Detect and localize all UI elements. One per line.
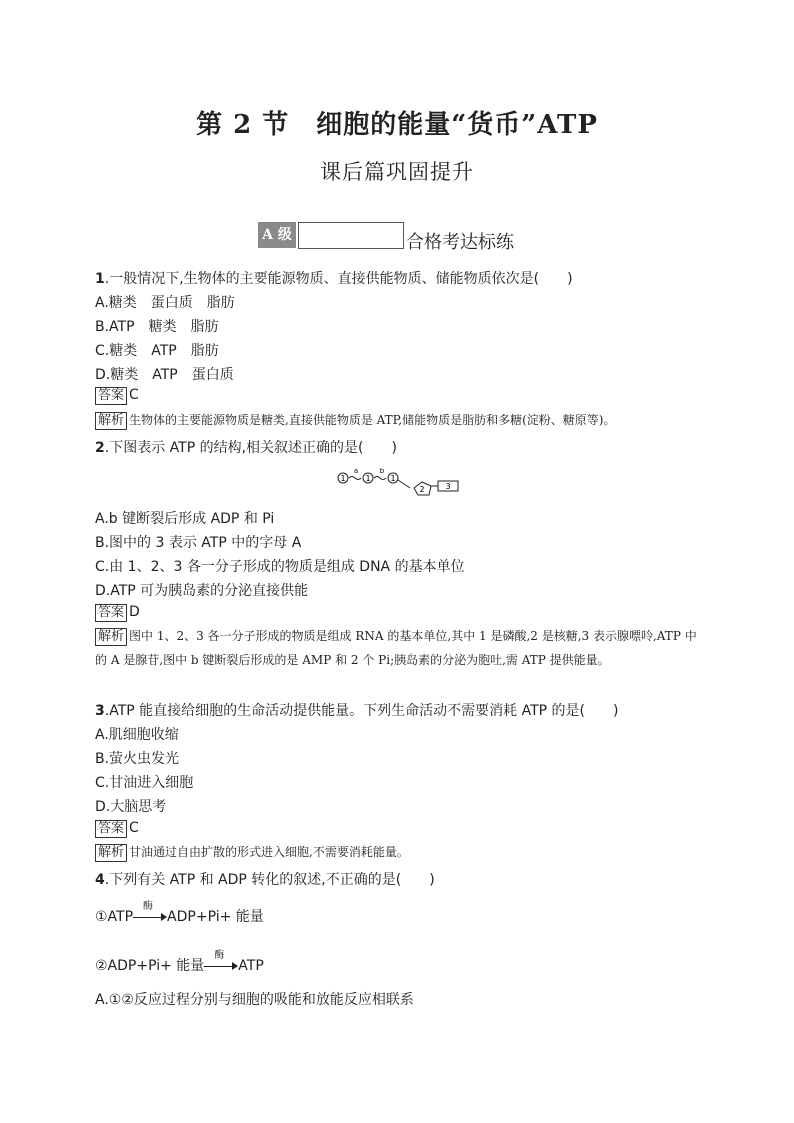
question-number: 3: [95, 703, 105, 719]
explanation-tag: 解析: [95, 844, 127, 862]
reaction-1-left: ①ATP: [95, 909, 134, 925]
bond-label-a: a: [353, 468, 359, 475]
ribose-label: 2: [419, 485, 425, 494]
adenine-label: 3: [445, 482, 451, 491]
explanation-text: 生物体的主要能源物质是糖类,直接供能物质是 ATP,储能物质是脂肪和多糖(淀粉、糖原等)。: [129, 413, 616, 427]
q2-option-a: A.b 键断裂后形成 ADP 和 Pi: [95, 511, 275, 527]
explanation-tag: 解析: [95, 628, 127, 646]
q3-option-c: C.甘油进入细胞: [95, 775, 194, 791]
reaction-2-left: ②ADP+Pi+ 能量: [95, 958, 205, 974]
arrow-right-icon: [161, 913, 167, 921]
high-energy-bond-b: [374, 477, 386, 480]
q1-explanation: [95, 408, 705, 432]
question-text: .ATP 能直接给细胞的生命活动提供能量。下列生命活动不需要消耗 ATP 的是( ): [104, 703, 619, 719]
phosphate-label-2: 1: [365, 474, 371, 483]
question-text: .下图表示 ATP 的结构,相关叙述正确的是( ): [104, 440, 397, 456]
atp-diagram-svg: [334, 468, 464, 500]
reaction-2: [95, 950, 264, 975]
q3-option-d: D.大脑思考: [95, 799, 167, 815]
q1-option-c: C.糖类 ATP 脂肪: [95, 343, 219, 359]
answer-value: D: [129, 604, 140, 620]
explanation-tag: 解析: [95, 412, 127, 430]
q2-option-b: B.图中的 3 表示 ATP 中的字母 A: [95, 535, 302, 551]
high-energy-bond-a: [349, 477, 361, 480]
answer-tag: 答案: [95, 387, 127, 405]
page-title: 第 2 节 细胞的能量“货币”ATP: [196, 110, 598, 140]
answer-tag: 答案: [95, 604, 127, 622]
q2-answer: [95, 604, 140, 622]
level-label: 合格考达标练: [406, 232, 514, 253]
question-4: [95, 869, 435, 889]
question-text: .一般情况下,生物体的主要能源物质、直接供能物质、储能物质依次是( ): [104, 271, 573, 287]
page-subtitle: 课后篇巩固提升: [320, 160, 474, 184]
q4-option-a: A.①②反应过程分别与细胞的吸能和放能反应相联系: [95, 992, 414, 1008]
answer-tag: 答案: [95, 820, 127, 838]
enzyme-label: 酶: [214, 950, 225, 961]
explanation-text: 图中 1、2、3 各一分子形成的物质是组成 RNA 的基本单位,其中 1 是磷酸,2 是核糖,3 表示腺嘌呤,ATP 中的 A 是腺苷,图中 b 键断裂后形成的是 AMP 和 2 个 Pi;胰岛素的分泌为胞吐,需 ATP 提供能量。: [95, 629, 697, 667]
q1-answer: [95, 387, 139, 405]
question-2: [95, 437, 397, 457]
q1-option-d: D.糖类 ATP 蛋白质: [95, 367, 234, 383]
reaction-1: [95, 901, 264, 926]
question-number: 4: [95, 872, 105, 888]
level-blank-box: [298, 222, 404, 249]
enzyme-arrow: [204, 950, 238, 975]
answer-value: C: [129, 820, 139, 836]
q1-option-b: B.ATP 糖类 脂肪: [95, 319, 219, 335]
reaction-2-right: ATP: [238, 958, 264, 974]
question-number: 2: [95, 440, 105, 456]
q2-explanation: [95, 624, 705, 672]
phosphate-label-3: 1: [390, 474, 396, 483]
atp-structure-diagram: [334, 468, 464, 500]
explanation-text: 甘油通过自由扩散的形式进入细胞,不需要消耗能量。: [129, 845, 409, 859]
bond-label-b: b: [379, 468, 385, 475]
question-1: [95, 268, 573, 288]
question-text: .下列有关 ATP 和 ADP 转化的叙述,不正确的是( ): [104, 872, 435, 888]
q3-option-b: B.萤火虫发光: [95, 751, 180, 767]
arrow-right-icon: [232, 962, 238, 970]
enzyme-arrow: [133, 901, 167, 926]
level-badge: A 级: [258, 222, 296, 248]
answer-value: C: [129, 387, 139, 403]
q2-option-c: C.由 1、2、3 各一分子形成的物质是组成 DNA 的基本单位: [95, 559, 465, 575]
phosphate-label-1: 1: [340, 474, 346, 483]
q3-option-a: A.肌细胞收缩: [95, 727, 179, 743]
enzyme-label: 酶: [143, 901, 154, 912]
question-number: 1: [95, 271, 105, 287]
q3-explanation: [95, 840, 705, 864]
question-3: [95, 700, 618, 720]
q3-answer: [95, 820, 139, 838]
q1-option-a: A.糖类 蛋白质 脂肪: [95, 295, 235, 311]
q2-option-d: D.ATP 可为胰岛素的分泌直接供能: [95, 583, 309, 599]
reaction-1-right: ADP+Pi+ 能量: [167, 909, 264, 925]
